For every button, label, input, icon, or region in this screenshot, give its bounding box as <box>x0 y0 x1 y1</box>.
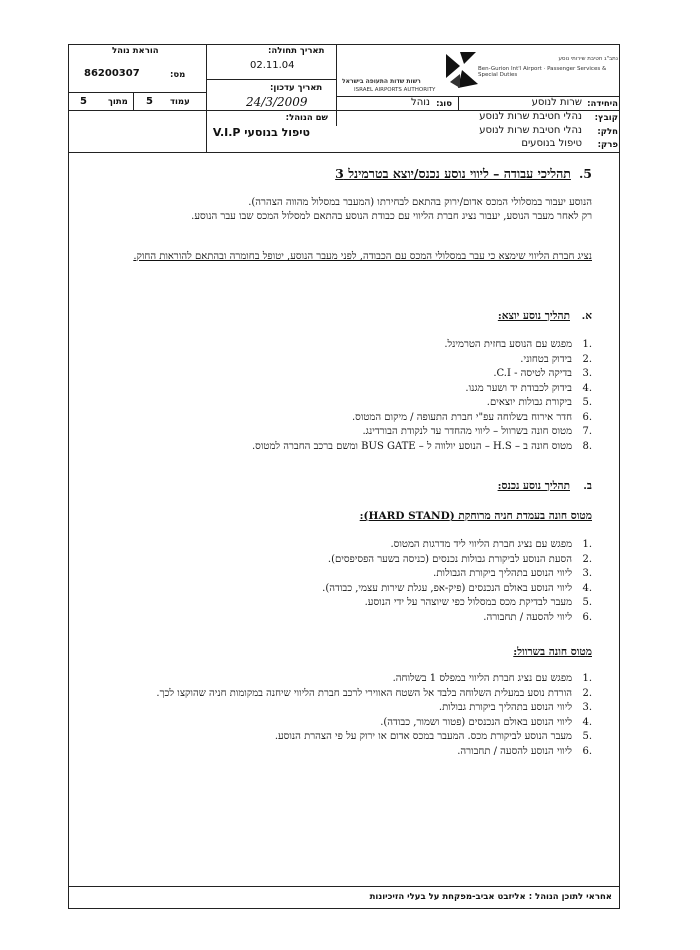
intro-paragraph-3: נציג חברת הליווי שימצא כי עבר במסלולי המכס עם הכבודה, לפני מעבר הנוסע, יטופל בחומרה ובהתאם להוראות החוק. <box>133 251 592 262</box>
section-title <box>335 166 592 182</box>
list-item: .3 ליווי הנוסע בתהליך ביקורת הגבולות. <box>433 568 592 579</box>
list-item: .3 בדיקה לטיסה - C.I. <box>493 368 592 379</box>
logo-name-he: רשות שדות התעופה בישראל <box>342 78 421 85</box>
header-bottom-divider <box>68 152 620 153</box>
remote-stand-title: מטוס חונה בעמדת חניה מרוחקת (HARD STAND): <box>359 510 592 522</box>
update-date-label: תאריך עדכון: <box>270 83 323 93</box>
outgoing-steps-list <box>92 338 592 454</box>
list-item: .5 מעבר הנוסע לביקורת מכס. המעבר במכס אדום או ירוק על פי הצהרת הנוסע. <box>274 731 592 742</box>
list-item: .5 מעבר לבדיקת מכס במסלול כפי שיוצהר על ידי הנוסע. <box>364 597 592 608</box>
logo-name-en: ISRAEL AIRPORTS AUTHORITY <box>354 87 436 93</box>
of-label: מתוך <box>108 97 128 107</box>
part-b-letter: ב. <box>583 480 592 492</box>
file-label: קובץ: <box>594 113 618 123</box>
logo-subline-he: נתב"ג חטיבת שירותי נוסע <box>558 56 618 62</box>
list-item: .4 בידוק לכבודת יד ושער מגנו. <box>465 382 592 394</box>
header-unit-col-divider <box>458 96 459 110</box>
authority-logo-icon <box>440 48 480 92</box>
intro-paragraph-2: רק לאחר מעבר הנוסע, יעבור נציג חברת הליווי עם כבודת הנוסע בהתאם למסלול המכס שבו עבר הנוסע. <box>191 211 592 222</box>
procedure-name-label: שם הנוהל: <box>285 113 328 123</box>
start-date-label: תאריך תחולה: <box>268 46 325 56</box>
unit-label: היחידה: <box>587 99 618 109</box>
page-total: 5 <box>80 96 87 107</box>
start-date: 02.11.04 <box>250 60 295 71</box>
header-page-row-divider <box>68 92 206 93</box>
type-value: נוהל <box>411 97 430 108</box>
list-item: .2 בידוק בטחוני. <box>520 353 592 365</box>
list-item: .4 ליווי הנוסע באולם הנכנסים (פטור ושמור, כבודה). <box>380 716 592 728</box>
directive-type-label: הוראת נוהל <box>112 46 159 56</box>
list-item: .2 הורדת נוסע במעלית השלוחה בלבד אל השטח האווירי לרכב חברת הליווי שיחנה במקומות חניה שהוקצו לכך. <box>156 687 592 699</box>
header-col-divider-4 <box>336 110 337 126</box>
list-item: .6 ליווי להסעה / תחבורה. <box>483 611 592 623</box>
list-item: .1 מפגש עם נציג חברת הליווי במפלס 1 בשלוחה. <box>392 673 592 684</box>
list-item: .7 מטוס חונה בשרוול – ליווי מהחדר עד לנקודת הבורדינג. <box>362 426 592 437</box>
sleeve-title: מטוס חונה בשרוול: <box>513 646 592 658</box>
intro-paragraph-1: הנוסע יעבור במסלולי המכס אדום/ירוק בהתאם לבחירתו (המעבר במסלול מהווה הצהרה). <box>248 197 592 208</box>
list-item: .3 ליווי הנוסע בתהליך ביקורת גבולות. <box>438 702 592 713</box>
header-col-divider-3 <box>206 110 207 152</box>
update-date: 24/3/2009 <box>246 95 308 109</box>
document-number: 86200307 <box>84 68 140 79</box>
sleeve-steps-list <box>92 672 592 759</box>
remote-stand-steps-list <box>92 538 592 625</box>
page-label: עמוד <box>170 97 190 107</box>
footer-divider <box>68 886 620 887</box>
part-value: נהלי חטיבת שרות לנוסע <box>479 125 582 136</box>
content-owner-footer: אחראי לתוכן הנוהל : אליזבט אביב-מפקחת על בעלי הזיכיונות <box>369 892 612 902</box>
header-col-divider-2 <box>336 44 337 110</box>
header-col-divider <box>206 44 207 110</box>
list-item: .1 מפגש עם הנוסע בחזית הטרמינל. <box>444 339 592 350</box>
list-item: .8 מטוס חונה ב – H.S – הנוסע יולווה ל – BUS GATE ומשם ברכב החברה למטוס. <box>251 440 592 452</box>
part-b-title: תהליך נוסע נכנס: <box>497 480 570 492</box>
header-date-row-divider <box>206 79 336 80</box>
list-item: .5 ביקורת גבולות יוצאים. <box>486 397 592 408</box>
logo-subline-en: Ben-Gurion Int'l Airport · Passenger Services & Special Duties <box>478 66 607 78</box>
section-title-text: תהליכי עבודה – ליווי נוסע נכנס/יוצא בטרמינל 3 <box>335 166 571 181</box>
file-value: נהלי חטיבת שרות לנוסע <box>479 111 582 122</box>
chapter-label: פרק: <box>597 140 618 150</box>
page-number: 5 <box>146 96 153 107</box>
list-item: .1 מפגש עם נציג חברת הליווי ליד מדרגות המטוס. <box>390 539 592 550</box>
list-item: .4 ליווי הנוסע באולם הנכנסים (פיק-אפ, עגלת שירות עצמי, כבודה). <box>322 582 592 594</box>
type-label: סוג: <box>436 99 452 109</box>
procedure-name: טיפול בנוסעי V.I.P <box>212 126 310 139</box>
number-label: מס: <box>170 70 186 80</box>
section-number: 5. <box>578 166 592 181</box>
chapter-value: טיפול בנוסעים <box>521 138 582 149</box>
part-a-title: תהליך נוסע יוצא: <box>497 310 570 322</box>
unit-value: שרות לנוסע <box>531 97 582 108</box>
part-a-letter: א. <box>581 310 592 322</box>
list-item: .6 חדר אירוח בשלוחה עפ"י חברת התעופה / מיקום המטוס. <box>351 411 592 423</box>
header-page-col-divider <box>133 92 134 110</box>
list-item: .2 הסעת הנוסע לביקורת גבולות נכנסים (כניסה בשער הפסיפסים). <box>327 553 592 565</box>
part-label: חלק: <box>597 127 618 137</box>
list-item: .6 ליווי הנוסע להסעה / תחבורה. <box>457 745 592 757</box>
